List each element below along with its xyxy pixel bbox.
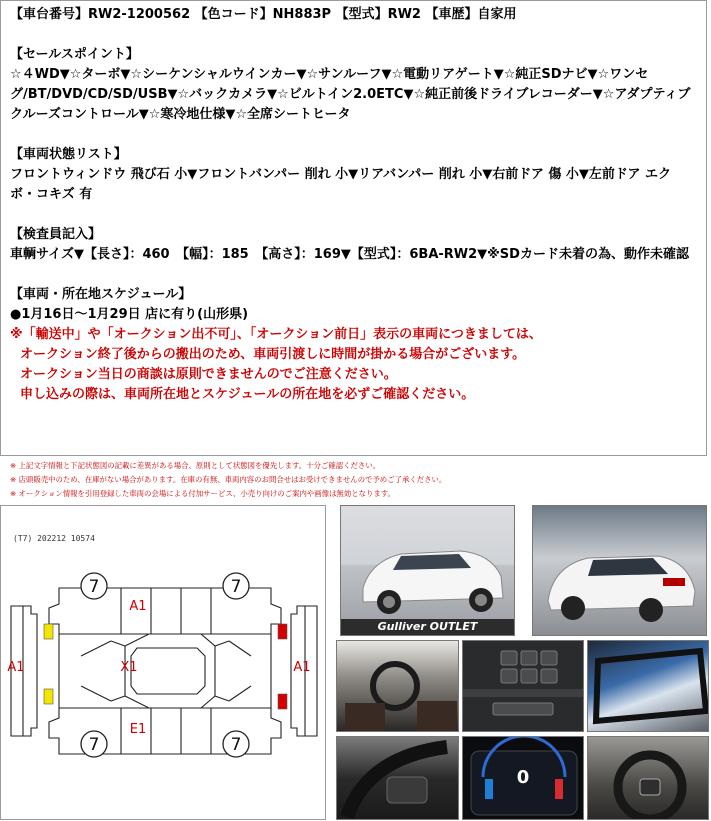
front-lamp-left-marker	[44, 624, 53, 639]
photo-steering-switch-left[interactable]	[336, 736, 459, 820]
diagram-code: (T7) 202212 10574	[13, 534, 95, 543]
schedule-line: ●1月16日～1月29日 店に有り(山形県)	[10, 307, 249, 322]
disclaimer-notes	[10, 459, 710, 501]
vehicle-id-line: 【車台番号】RW2-1200562 【色コード】NH883P 【型式】RW2 【車歴】自家用	[10, 7, 517, 22]
steering-switch-image	[337, 737, 459, 820]
warning-line-4: 申し込みの際は、車両所在地とスケジュールの所在地を必ずご確認ください。	[20, 387, 475, 402]
damage-mark-front-bumper: A1	[7, 660, 25, 675]
wheel-mark-rr: 7	[230, 735, 242, 755]
damage-mark-roof-side: A1	[129, 599, 147, 614]
damage-mark-rear-bumper: A1	[293, 660, 311, 675]
disclaimer-note-3: ※ オークション情報を引用登録した車両の会場による付加サービス、小売り向けのご案内や画像は無効となります。	[10, 489, 395, 498]
damage-mark-left-door: E1	[129, 722, 147, 737]
condition-text: フロントウィンドウ 飛び石 小▼フロントバンパー 削れ 小▼リアバンパー 削れ 小▼右前ドア 傷 小▼左前ドア エクボ・コキズ 有	[10, 167, 672, 202]
car-rear-image	[533, 506, 707, 636]
disclaimer-note-1: ※ 上記文字情報と下記状態図の記載に差異がある場合、原則として状態図を優先します。十分ご確認ください。	[10, 461, 381, 470]
inspector-text: 車輌サイズ▼【長さ】：460 【幅】：185 【高さ】：169▼【型式】：6BA-RW2▼※SDカード未着の為、動作未確認	[10, 247, 689, 262]
car-front-image	[341, 506, 515, 636]
warning-line-1: ※「輸送中」や「オークション出不可」、「オークション前日」表示の車両につきましては、	[10, 327, 542, 342]
rear-lamp-right-marker	[278, 694, 287, 709]
wheel-mark-fl: 7	[88, 577, 100, 597]
inspector-heading: 【検査員記入】	[10, 227, 102, 242]
warning-line-2: オークション終了後からの搬出のため、車両引渡しに時間が掛かる場合がございます。	[20, 347, 526, 362]
speed-readout: 0	[516, 767, 530, 788]
steering-wheel-image	[588, 737, 709, 820]
sunroof-image	[588, 641, 709, 732]
photo-sunroof[interactable]	[587, 640, 709, 732]
sales-heading: 【セールスポイント】	[10, 47, 139, 62]
photo-switch-panel[interactable]	[462, 640, 584, 732]
disclaimer-note-2: ※ 店頭販売中のため、在庫がない場合があります。在庫の有無、車両内容のお問合せはお受けできませんので予めご了承ください。	[10, 475, 447, 484]
photo-steering-wheel[interactable]	[587, 736, 709, 820]
wheel-mark-rl: 7	[88, 735, 100, 755]
photo-rear-exterior[interactable]	[532, 505, 707, 636]
photo-front-exterior[interactable]	[340, 505, 515, 636]
car-outline-diagram	[1, 506, 327, 821]
front-lamp-right-marker	[44, 689, 53, 704]
brand-label: Gulliver OUTLET	[341, 619, 514, 635]
photo-interior-dashboard[interactable]	[336, 640, 459, 732]
condition-heading: 【車両状態リスト】	[10, 147, 127, 162]
condition-diagram	[0, 505, 326, 820]
switch-image	[463, 641, 584, 732]
rear-lamp-left-marker	[278, 624, 287, 639]
interior-image	[337, 641, 459, 732]
photo-meter-cluster[interactable]	[462, 736, 584, 820]
schedule-heading: 【車両・所在地スケジュール】	[10, 287, 192, 302]
wheel-mark-fr: 7	[230, 577, 242, 597]
warning-line-3: オークション当日の商談は原則できませんのでご注意ください。	[20, 367, 397, 382]
damage-mark-windshield: X1	[120, 660, 138, 675]
sales-text: ☆４WD▼☆ターボ▼☆シーケンシャルウインカー▼☆サンルーフ▼☆電動リアゲート▼☆純正SDナビ▼☆ワンセグ/BT/DVD/CD/SD/USB▼☆バックカメラ▼☆ビルトイン2.0ETC▼☆純正前後ドライブレコーダー▼☆アダプティブクルーズコントロール▼☆寒冷地仕様▼☆全席シートヒータ	[10, 67, 691, 122]
